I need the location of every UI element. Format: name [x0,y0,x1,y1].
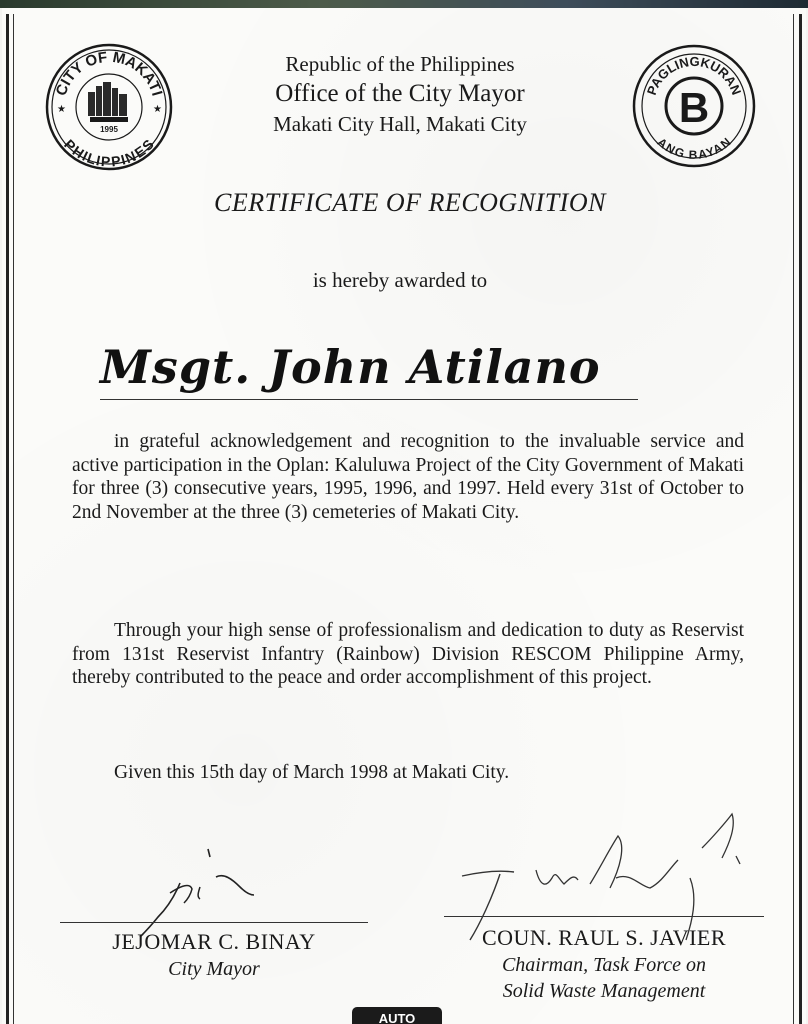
paragraph-professionalism [72,619,744,690]
seal-left-bottom-text: PHILIPPINES [61,136,157,170]
mayor-signature-icon [130,845,280,940]
svg-text:PHILIPPINES [61,136,157,169]
councilor-name: COUN. RAUL S. JAVIER [481,925,727,950]
city-of-makati-seal-icon [44,42,174,172]
mayor-signatory [60,928,368,982]
border-left-outer [6,14,9,1024]
councilor-title-line1: Chairman, Task Force on [501,954,707,976]
mayor-name: JEJOMAR C. BINAY [112,929,316,954]
seal-right-bottom-text: ANG BAYAN [654,135,734,162]
svg-text:★: ★ [153,104,162,115]
photo-background-strip [0,0,808,8]
seal-right-center-letter: B [678,84,710,131]
councilor-signatory [444,924,764,1004]
recipient-name: Msgt. John Atilano [100,340,601,394]
border-left-inner [13,14,14,1024]
border-right-inner [793,14,794,1024]
certificate-title: CERTIFICATE OF RECOGNITION [214,188,606,217]
given-date-line: Given this 15th day of March 1998 at Makati City. [114,762,510,783]
mayor-signature-line [60,922,368,923]
paragraph-acknowledgement-text: in grateful acknowledgement and recognition to the invaluable service and active participation in the Oplan: Kaluluwa Project of the City Government of Makati for three (3) consecutive years, 1995, 1996, and 1997. Held every 31st of October to 2nd November at the three (3) cemeteries of Makati City. [72,431,744,523]
svg-text:★: ★ [57,104,66,115]
councilor-signature-line [444,916,764,917]
awarded-text: is hereby awarded to [312,268,488,292]
seal-left-year: 1995 [100,125,118,134]
certificate-header [180,50,620,138]
border-right-outer [799,14,802,1024]
auto-enhance-button[interactable]: AUTO [352,1007,442,1024]
mayor-title: City Mayor [168,958,260,980]
seal-right-top-text: PAGLINGKURAN [643,53,745,97]
seal-left-top-text: CITY OF MAKATI [52,48,166,98]
paragraph-professionalism-text: Through your high sense of professionalism and dedication to duty as Reservist from 131st Reservist Infantry (Rainbow) Division RESCOM Philippine Army, thereby contributed to the peace and order accomplishment of this project. [72,620,744,688]
header-address: Makati City Hall, Makati City [273,112,527,136]
councilor-title-line2: Solid Waste Management [502,980,706,1002]
header-office: Office of the City Mayor [275,80,525,107]
recipient-underline [100,399,638,400]
paragraph-acknowledgement [72,430,744,524]
paglingkuran-ang-bayan-seal-icon [632,44,756,168]
svg-text:ANG BAYAN [655,135,734,162]
header-republic: Republic of the Philippines [285,52,515,76]
